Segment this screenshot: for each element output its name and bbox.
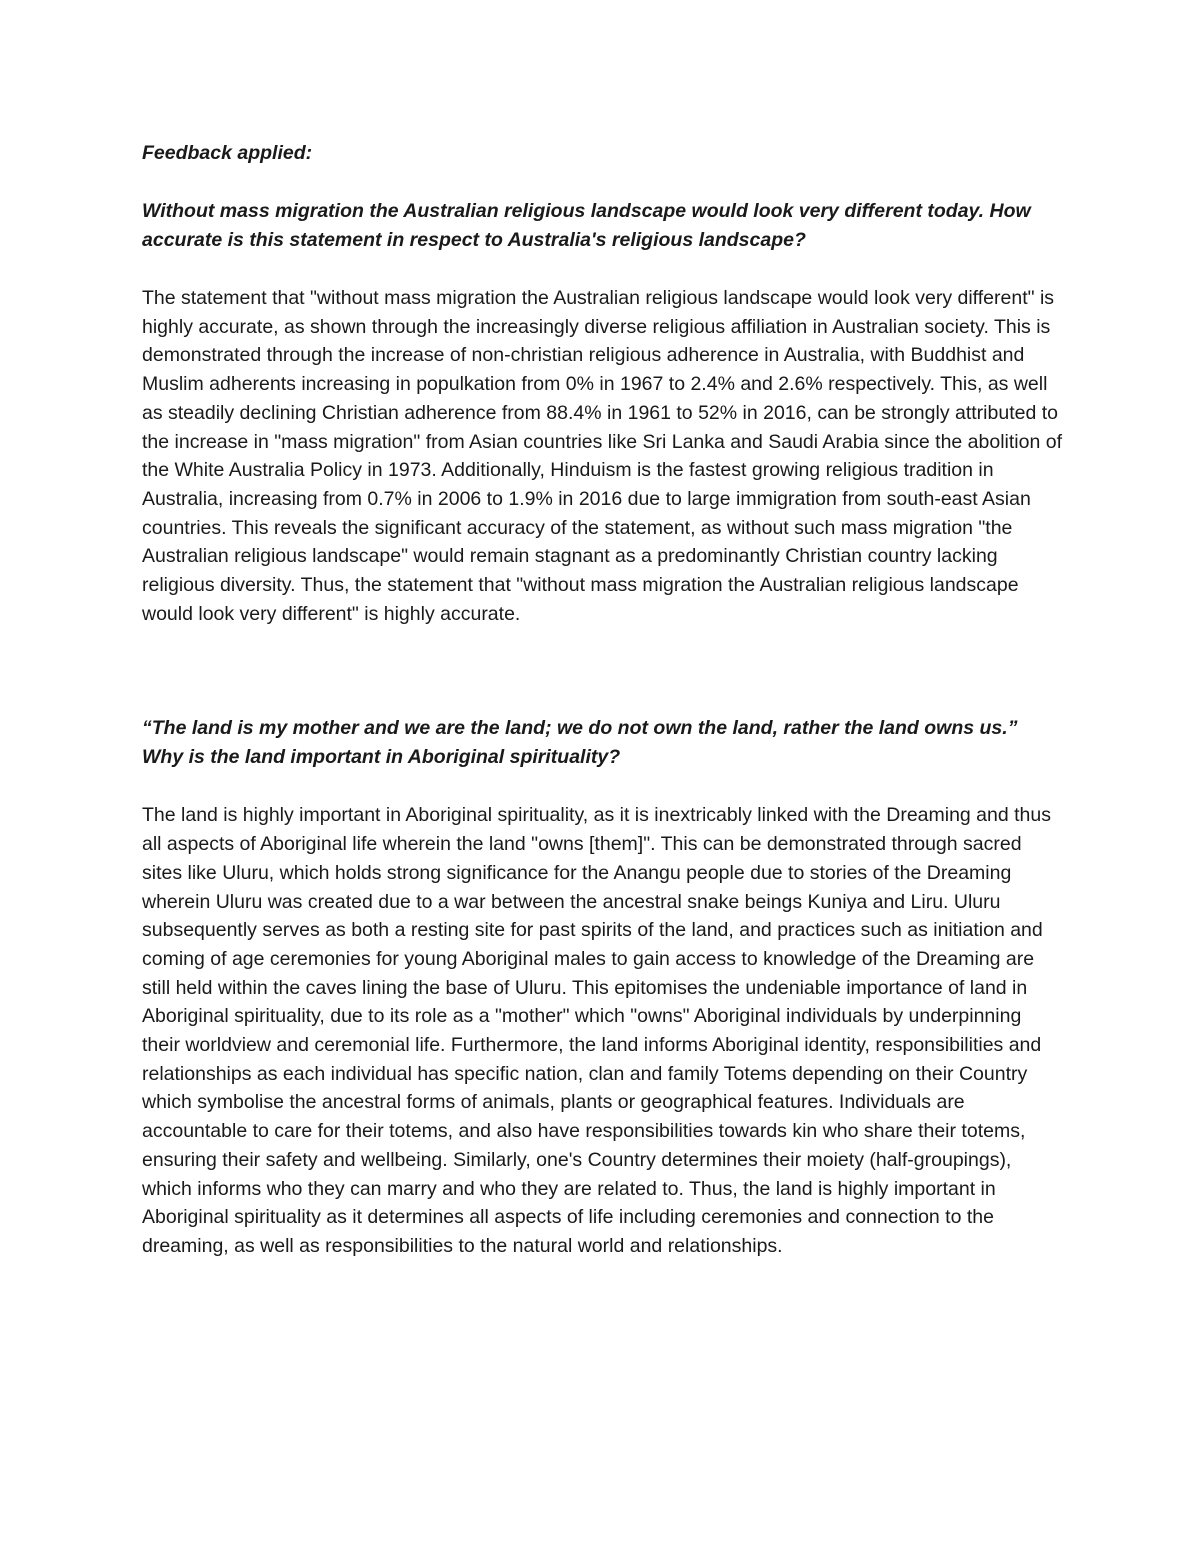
spacer [142, 628, 1062, 714]
question-migration: Without mass migration the Australian religious landscape would look very different today. How accurate is this statement in respect to Australia's religious landscape? [142, 200, 1031, 251]
quote-land: “The land is my mother and we are the land; we do not own the land, rather the land owns us.” [142, 717, 1018, 740]
spacer [142, 772, 1062, 801]
question-land: Why is the land important in Aboriginal spirituality? [142, 746, 621, 769]
answer-migration: The statement that "without mass migration the Australian religious landscape would look very different" is highly accurate, as shown through the increasingly diverse religious affiliation in Australian society. This is demonstrated through the increase of non-christian religious adherence in Australia, with Buddhist and Muslim adherents increasing in populkation from 0% in 1967 to 2.4% and 2.6% respectively. This, as well as steadily declining Christian adherence from 88.4% in 1961 to 52% in 2016, can be strongly attributed to the increase in "mass migration" from Asian countries like Sri Lanka and Saudi Arabia since the abolition of the White Australia Policy in 1973. Additionally, Hinduism is the fastest growing religious tradition in Australia, increasing from 0.7% in 2006 to 1.9% in 2016 due to large immigration from south-east Asian countries. This reveals the significant accuracy of the statement, as without such mass migration "the Australian religious landscape" would remain stagnant as a predominantly Christian country lacking religious diversity. Thus, the statement that "without mass migration the Australian religious landscape would look very different" is highly accurate. [142, 287, 1063, 625]
answer-land: The land is highly important in Aboriginal spirituality, as it is inextricably linked with the Dreaming and thus all aspects of Aboriginal life wherein the land "owns [them]". This can be demonstrated through sacred sites like Uluru, which holds strong significance for the Anangu people due to stories of the Dreaming wherein Uluru was created due to a war between the ancestral snake beings Kuniya and Liru. Uluru subsequently serves as both a resting site for past spirits of the land, and practices such as initiation and coming of age ceremonies for young Aboriginal males to gain access to knowledge of the Dreaming are still held within the caves lining the base of Uluru. This epitomises the undeniable importance of land in Aboriginal spirituality, due to its role as a "mother" which "owns" Aboriginal individuals by underpinning their worldview and ceremonial life. Furthermore, the land informs Aboriginal identity, responsibilities and relationships as each individual has specific nation, clan and family Totems depending on their Country which symbolise the ancestral forms of animals, plants or geographical features. Individuals are accountable to care for their totems, and also have responsibilities towards kin who share their totems, ensuring their safety and wellbeing. Similarly, one's Country determines their moiety (half-groupings), which informs who they can marry and who they are related to. Thus, the land is highly important in Aboriginal spirituality as it determines all aspects of life including ceremonies and connection to the dreaming, as well as responsibilities to the natural world and relationships. [142, 804, 1051, 1257]
spacer [142, 168, 1062, 197]
spacer [142, 255, 1062, 284]
feedback-label: Feedback applied: [142, 142, 313, 164]
document-page [142, 139, 1062, 1261]
